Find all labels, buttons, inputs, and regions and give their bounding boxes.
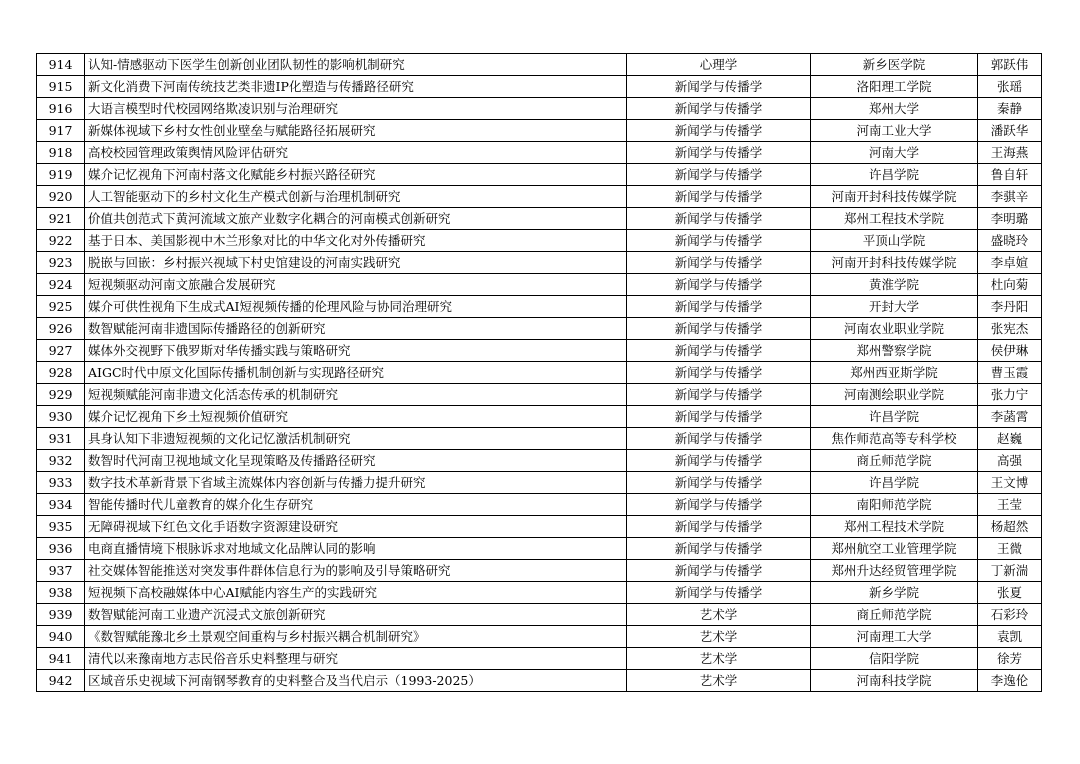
discipline-cell: 新闻学与传播学	[627, 274, 811, 296]
table-row	[37, 384, 1042, 406]
project-title-cell: 人工智能驱动下的乡村文化生产模式创新与治理机制研究	[85, 186, 627, 208]
row-number-cell: 914	[37, 54, 85, 76]
table-row	[37, 340, 1042, 362]
discipline-cell: 新闻学与传播学	[627, 406, 811, 428]
row-number-cell: 937	[37, 560, 85, 582]
project-title-cell: 数智赋能河南工业遗产沉浸式文旅创新研究	[85, 604, 627, 626]
table-row	[37, 186, 1042, 208]
principal-investigator-cell: 高强	[978, 450, 1042, 472]
institution-cell: 商丘师范学院	[811, 604, 978, 626]
discipline-cell: 新闻学与传播学	[627, 428, 811, 450]
discipline-cell: 新闻学与传播学	[627, 384, 811, 406]
table-row	[37, 560, 1042, 582]
table-row	[37, 98, 1042, 120]
principal-investigator-cell: 杨超然	[978, 516, 1042, 538]
row-number-cell: 928	[37, 362, 85, 384]
row-number-cell: 933	[37, 472, 85, 494]
discipline-cell: 新闻学与传播学	[627, 538, 811, 560]
discipline-cell: 新闻学与传播学	[627, 494, 811, 516]
project-title-cell: 媒体外交视野下俄罗斯对华传播实践与策略研究	[85, 340, 627, 362]
institution-cell: 信阳学院	[811, 648, 978, 670]
project-list-table	[36, 53, 1042, 692]
row-number-cell: 918	[37, 142, 85, 164]
row-number-cell: 917	[37, 120, 85, 142]
principal-investigator-cell: 袁凯	[978, 626, 1042, 648]
project-title-cell: 媒介可供性视角下生成式AI短视频传播的伦理风险与协同治理研究	[85, 296, 627, 318]
discipline-cell: 新闻学与传播学	[627, 98, 811, 120]
principal-investigator-cell: 李丹阳	[978, 296, 1042, 318]
table-row	[37, 318, 1042, 340]
institution-cell: 焦作师范高等专科学校	[811, 428, 978, 450]
table-row	[37, 450, 1042, 472]
principal-investigator-cell: 李菡霄	[978, 406, 1042, 428]
table-row	[37, 626, 1042, 648]
institution-cell: 河南开封科技传媒学院	[811, 186, 978, 208]
principal-investigator-cell: 李逸伦	[978, 670, 1042, 692]
row-number-cell: 924	[37, 274, 85, 296]
project-title-cell: 具身认知下非遗短视频的文化记忆激活机制研究	[85, 428, 627, 450]
project-title-cell: 短视频驱动河南文旅融合发展研究	[85, 274, 627, 296]
institution-cell: 新乡医学院	[811, 54, 978, 76]
row-number-cell: 931	[37, 428, 85, 450]
row-number-cell: 922	[37, 230, 85, 252]
row-number-cell: 916	[37, 98, 85, 120]
discipline-cell: 新闻学与传播学	[627, 318, 811, 340]
project-title-cell: 区域音乐史视域下河南钢琴教育的史料整合及当代启示（1993-2025）	[85, 670, 627, 692]
principal-investigator-cell: 李卓媗	[978, 252, 1042, 274]
project-title-cell: 媒介记忆视角下乡土短视频价值研究	[85, 406, 627, 428]
row-number-cell: 934	[37, 494, 85, 516]
discipline-cell: 新闻学与传播学	[627, 120, 811, 142]
principal-investigator-cell: 曹玉霞	[978, 362, 1042, 384]
principal-investigator-cell: 侯伊琳	[978, 340, 1042, 362]
table-row	[37, 406, 1042, 428]
discipline-cell: 新闻学与传播学	[627, 472, 811, 494]
table-row	[37, 538, 1042, 560]
institution-cell: 河南农业职业学院	[811, 318, 978, 340]
row-number-cell: 925	[37, 296, 85, 318]
row-number-cell: 940	[37, 626, 85, 648]
row-number-cell: 921	[37, 208, 85, 230]
table-row	[37, 516, 1042, 538]
discipline-cell: 新闻学与传播学	[627, 230, 811, 252]
row-number-cell: 919	[37, 164, 85, 186]
table-row	[37, 230, 1042, 252]
principal-investigator-cell: 王文博	[978, 472, 1042, 494]
discipline-cell: 新闻学与传播学	[627, 296, 811, 318]
discipline-cell: 艺术学	[627, 648, 811, 670]
principal-investigator-cell: 李明璐	[978, 208, 1042, 230]
institution-cell: 河南科技学院	[811, 670, 978, 692]
project-title-cell: 数智时代河南卫视地域文化呈现策略及传播路径研究	[85, 450, 627, 472]
table-row	[37, 164, 1042, 186]
project-title-cell: 电商直播情境下根脉诉求对地域文化品牌认同的影响	[85, 538, 627, 560]
row-number-cell: 935	[37, 516, 85, 538]
principal-investigator-cell: 李骐辛	[978, 186, 1042, 208]
institution-cell: 许昌学院	[811, 406, 978, 428]
project-title-cell: 社交媒体智能推送对突发事件群体信息行为的影响及引导策略研究	[85, 560, 627, 582]
table-row	[37, 648, 1042, 670]
institution-cell: 郑州升达经贸管理学院	[811, 560, 978, 582]
principal-investigator-cell: 王微	[978, 538, 1042, 560]
row-number-cell: 927	[37, 340, 85, 362]
discipline-cell: 新闻学与传播学	[627, 340, 811, 362]
table-row	[37, 76, 1042, 98]
principal-investigator-cell: 徐芳	[978, 648, 1042, 670]
principal-investigator-cell: 张瑶	[978, 76, 1042, 98]
row-number-cell: 930	[37, 406, 85, 428]
discipline-cell: 新闻学与传播学	[627, 164, 811, 186]
institution-cell: 河南测绘职业学院	[811, 384, 978, 406]
project-title-cell: 数智赋能河南非遗国际传播路径的创新研究	[85, 318, 627, 340]
table-row	[37, 428, 1042, 450]
discipline-cell: 新闻学与传播学	[627, 186, 811, 208]
row-number-cell: 939	[37, 604, 85, 626]
institution-cell: 许昌学院	[811, 164, 978, 186]
row-number-cell: 929	[37, 384, 85, 406]
row-number-cell: 936	[37, 538, 85, 560]
row-number-cell: 942	[37, 670, 85, 692]
row-number-cell: 932	[37, 450, 85, 472]
institution-cell: 河南开封科技传媒学院	[811, 252, 978, 274]
principal-investigator-cell: 郭跃伟	[978, 54, 1042, 76]
institution-cell: 郑州工程技术学院	[811, 208, 978, 230]
row-number-cell: 941	[37, 648, 85, 670]
principal-investigator-cell: 杜向菊	[978, 274, 1042, 296]
principal-investigator-cell: 秦静	[978, 98, 1042, 120]
project-title-cell: 清代以来豫南地方志民俗音乐史料整理与研究	[85, 648, 627, 670]
principal-investigator-cell: 丁新湍	[978, 560, 1042, 582]
discipline-cell: 新闻学与传播学	[627, 516, 811, 538]
project-title-cell: 数字技术革新背景下省域主流媒体内容创新与传播力提升研究	[85, 472, 627, 494]
principal-investigator-cell: 张力宁	[978, 384, 1042, 406]
project-title-cell: 新文化消费下河南传统技艺类非遗IP化塑造与传播路径研究	[85, 76, 627, 98]
institution-cell: 开封大学	[811, 296, 978, 318]
row-number-cell: 926	[37, 318, 85, 340]
table-row	[37, 142, 1042, 164]
discipline-cell: 新闻学与传播学	[627, 582, 811, 604]
project-title-cell: 大语言模型时代校园网络欺凌识别与治理研究	[85, 98, 627, 120]
table-row	[37, 670, 1042, 692]
discipline-cell: 艺术学	[627, 670, 811, 692]
institution-cell: 郑州航空工业管理学院	[811, 538, 978, 560]
institution-cell: 郑州工程技术学院	[811, 516, 978, 538]
principal-investigator-cell: 张宪杰	[978, 318, 1042, 340]
table-row	[37, 296, 1042, 318]
table-row	[37, 472, 1042, 494]
discipline-cell: 新闻学与传播学	[627, 142, 811, 164]
table-row	[37, 604, 1042, 626]
discipline-cell: 新闻学与传播学	[627, 208, 811, 230]
principal-investigator-cell: 赵巍	[978, 428, 1042, 450]
institution-cell: 商丘师范学院	[811, 450, 978, 472]
table-row	[37, 208, 1042, 230]
discipline-cell: 新闻学与传播学	[627, 450, 811, 472]
table-row	[37, 274, 1042, 296]
project-title-cell: 智能传播时代儿童教育的媒介化生存研究	[85, 494, 627, 516]
project-title-cell: 短视频赋能河南非遗文化活态传承的机制研究	[85, 384, 627, 406]
principal-investigator-cell: 王海燕	[978, 142, 1042, 164]
discipline-cell: 艺术学	[627, 604, 811, 626]
project-title-cell: 高校校园管理政策舆情风险评估研究	[85, 142, 627, 164]
table-row	[37, 252, 1042, 274]
institution-cell: 黄淮学院	[811, 274, 978, 296]
project-title-cell: 媒介记忆视角下河南村落文化赋能乡村振兴路径研究	[85, 164, 627, 186]
row-number-cell: 915	[37, 76, 85, 98]
project-title-cell: AIGC时代中原文化国际传播机制创新与实现路径研究	[85, 362, 627, 384]
institution-cell: 河南工业大学	[811, 120, 978, 142]
institution-cell: 河南大学	[811, 142, 978, 164]
row-number-cell: 923	[37, 252, 85, 274]
principal-investigator-cell: 石彩玲	[978, 604, 1042, 626]
table-row	[37, 362, 1042, 384]
institution-cell: 许昌学院	[811, 472, 978, 494]
discipline-cell: 新闻学与传播学	[627, 252, 811, 274]
institution-cell: 洛阳理工学院	[811, 76, 978, 98]
project-title-cell: 短视频下高校融媒体中心AI赋能内容生产的实践研究	[85, 582, 627, 604]
project-title-cell: 新媒体视域下乡村女性创业壁垒与赋能路径拓展研究	[85, 120, 627, 142]
principal-investigator-cell: 张夏	[978, 582, 1042, 604]
discipline-cell: 新闻学与传播学	[627, 76, 811, 98]
principal-investigator-cell: 鲁自轩	[978, 164, 1042, 186]
row-number-cell: 938	[37, 582, 85, 604]
discipline-cell: 艺术学	[627, 626, 811, 648]
discipline-cell: 新闻学与传播学	[627, 560, 811, 582]
table-body	[37, 54, 1042, 692]
project-title-cell: 价值共创范式下黄河流域文旅产业数字化耦合的河南模式创新研究	[85, 208, 627, 230]
institution-cell: 郑州西亚斯学院	[811, 362, 978, 384]
project-title-cell: 《数智赋能豫北乡土景观空间重构与乡村振兴耦合机制研究》	[85, 626, 627, 648]
discipline-cell: 心理学	[627, 54, 811, 76]
principal-investigator-cell: 盛晓玲	[978, 230, 1042, 252]
project-title-cell: 基于日本、美国影视中木兰形象对比的中华文化对外传播研究	[85, 230, 627, 252]
institution-cell: 郑州大学	[811, 98, 978, 120]
table-row	[37, 54, 1042, 76]
project-title-cell: 无障碍视域下红色文化手语数字资源建设研究	[85, 516, 627, 538]
table-row	[37, 120, 1042, 142]
institution-cell: 郑州警察学院	[811, 340, 978, 362]
table-row	[37, 582, 1042, 604]
project-title-cell: 认知-情感驱动下医学生创新创业团队韧性的影响机制研究	[85, 54, 627, 76]
principal-investigator-cell: 潘跃华	[978, 120, 1042, 142]
project-title-cell: 脱嵌与回嵌：乡村振兴视域下村史馆建设的河南实践研究	[85, 252, 627, 274]
institution-cell: 南阳师范学院	[811, 494, 978, 516]
table-row	[37, 494, 1042, 516]
institution-cell: 平顶山学院	[811, 230, 978, 252]
principal-investigator-cell: 王莹	[978, 494, 1042, 516]
institution-cell: 河南理工大学	[811, 626, 978, 648]
row-number-cell: 920	[37, 186, 85, 208]
discipline-cell: 新闻学与传播学	[627, 362, 811, 384]
institution-cell: 新乡学院	[811, 582, 978, 604]
